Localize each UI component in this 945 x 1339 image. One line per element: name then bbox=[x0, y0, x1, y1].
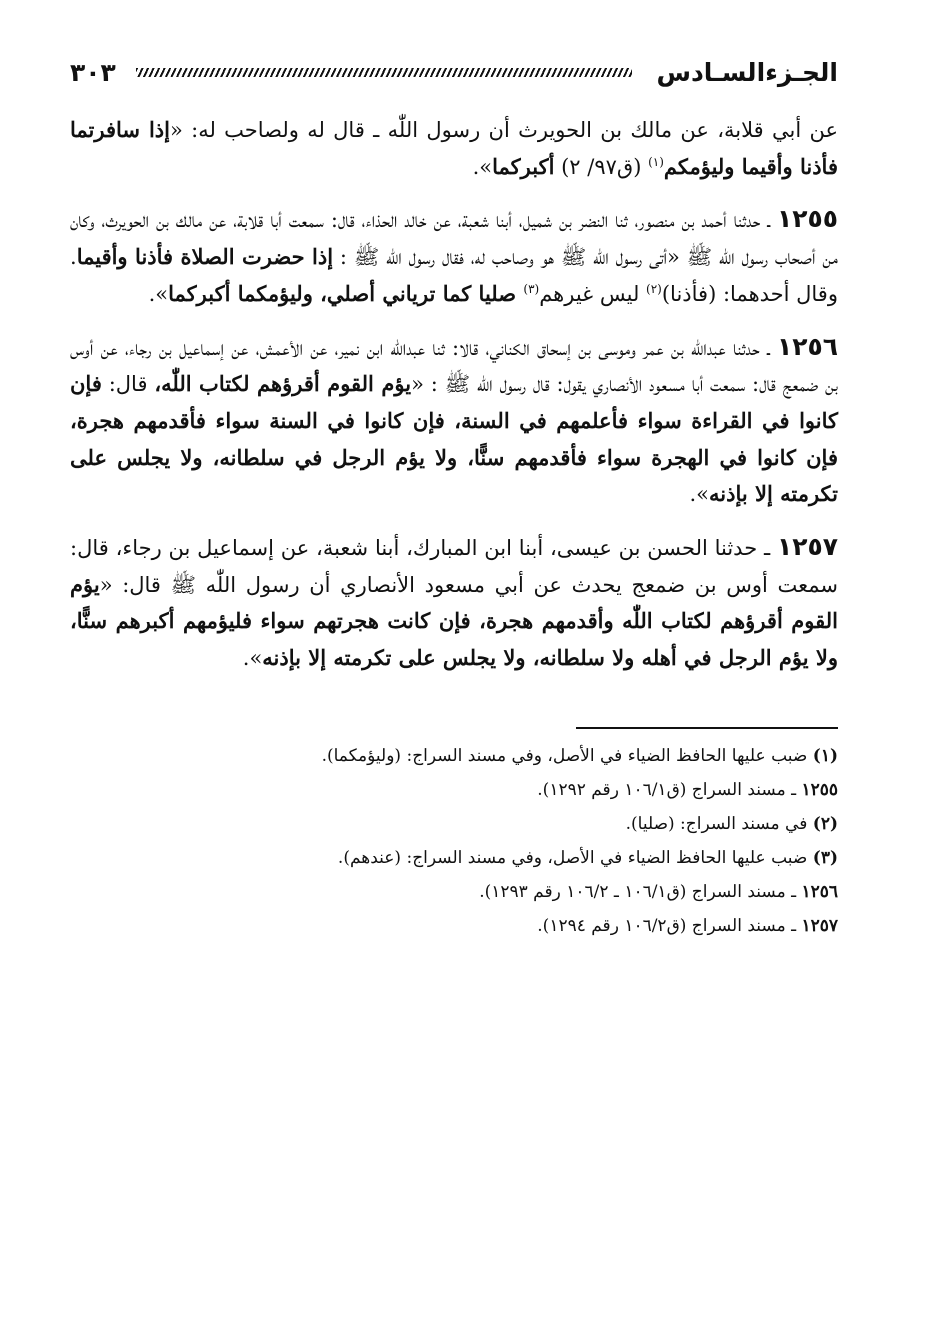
footnote-label: (٣) bbox=[812, 847, 838, 868]
footnote-item bbox=[70, 909, 838, 943]
hadith-number: ١٢٥٥ bbox=[776, 204, 838, 234]
running-head: الجـزءالسـادس bbox=[656, 57, 838, 87]
paragraph-text: قال: bbox=[101, 372, 155, 397]
hadith-text: صليا كما ترياني أصلي، وليؤمكما أكبركما bbox=[168, 280, 524, 306]
manuscript-ref: (ق٩٧/ ٢) bbox=[554, 154, 649, 179]
quote-close: ». bbox=[148, 281, 169, 306]
footnote-text: ـ مسند السراج (ق١٠٦/١ ـ ١٠٦/٢ رقم ١٢٩٣). bbox=[479, 881, 802, 902]
footnote-label: ١٢٥٥ bbox=[801, 779, 838, 800]
footnote-item bbox=[70, 773, 838, 807]
footnote-text: ضبب عليها الحافظ الضياء في الأصل، وفي مسند السراج: (عندهم). bbox=[337, 847, 813, 868]
hadith-text: إذا حضرت الصلاة فأذنا وأقيما bbox=[76, 244, 334, 270]
book-page bbox=[70, 50, 838, 1320]
footnotes bbox=[70, 739, 838, 943]
hadith-text: فإن كانوا في القراءة سواء فأعلمهم في السنة، فإن كانوا في السنة سواء فأقدمهم هجرة، فإن كانوا في الهجرة سواء فأقدمهم سنًّا، ولا يؤم الرجل في سلطانه، ولا يجلس على تكرمته إلا بإذنه bbox=[70, 371, 838, 507]
paragraph-text: ـ حدثنا أحمد بن منصور، ثنا النضر بن شميل، أبنا شعبة، عن خالد الحذاء، قال: سمعت أبا قلابة، عن مالك بن الحويرث، وكان من أصحاب رسول اللّٰه ﷺ «أتى رسول اللّٰه ﷺ هو وصاحب له، فقال رسول اللّٰه ﷺ : bbox=[70, 208, 838, 270]
footnote-text: ـ مسند السراج (ق١٠٦/٢ رقم ١٢٩٤). bbox=[537, 915, 802, 936]
footnote-text: ـ مسند السراج (ق١٠٦/١ رقم ١٢٩٢). bbox=[537, 779, 802, 800]
footnote-ref: (٢) bbox=[646, 281, 662, 296]
footnote-label: ١٢٥٦ bbox=[801, 881, 838, 902]
footnote-label: (٢) bbox=[812, 813, 838, 834]
paragraph-continuation bbox=[70, 112, 838, 185]
hadith-text: إذا سافرتما فأذنا وأقيما وليؤمكم bbox=[70, 117, 838, 179]
hadith-text: أكبركما bbox=[492, 153, 555, 179]
footnote-ref: (١) bbox=[648, 154, 664, 169]
footnote-text: في مسند السراج: (صليا). bbox=[625, 813, 813, 834]
page-header bbox=[70, 50, 838, 94]
paragraph-text: ليس غيرهم bbox=[539, 281, 647, 306]
paragraph-text: . وقال أحدهما: (فأذنا) bbox=[70, 245, 838, 306]
footnote-label: (١) bbox=[812, 745, 838, 766]
footnote-ref: (٣) bbox=[523, 281, 540, 296]
hadith-number: ١٢٥٦ bbox=[776, 331, 838, 361]
main-text bbox=[70, 112, 838, 677]
hadith-1255 bbox=[70, 201, 838, 312]
footnote-divider bbox=[576, 727, 838, 729]
footnote-text: ضبب عليها الحافظ الضياء في الأصل، وفي مسند السراج: (وليؤمكما). bbox=[321, 745, 813, 766]
hadith-1257 bbox=[70, 529, 838, 677]
footnote-item bbox=[70, 739, 838, 773]
paragraph-text: عن أبي قلابة، عن مالك بن الحويرث أن رسول اللّٰه ـ قال له ولصاحب له: « bbox=[169, 118, 838, 142]
quote-close: ». bbox=[689, 482, 709, 507]
footnote-item bbox=[70, 875, 838, 909]
quote-close: ». bbox=[242, 646, 263, 671]
paragraph-text: ـ حدثنا عبداللّٰه بن عمر وموسى بن إسحاق الكناني، قالا: ثنا عبداللّٰه ابن نمير، عن الأعمش، عن إسماعيل بن رجاء، عن أوس بن ضمعج قال: سمعت أبا مسعود الأنصاري يقول: قال رسول اللّٰه ﷺ : « bbox=[70, 335, 838, 397]
quote-close: ». bbox=[472, 154, 493, 179]
hadith-number: ١٢٥٧ bbox=[776, 532, 838, 562]
footnote-item bbox=[70, 841, 838, 875]
hadith-text: يؤم القوم أقرؤهم لكتاب اللّٰه وأقدمهم هجرة، فإن كانت هجرتهم سواء فليؤمهم أكبرهم سنًّا، ولا يؤم الرجل في أهله ولا سلطانه، ولا يجلس على تكرمته إلا بإذنه bbox=[70, 571, 838, 671]
paragraph-text: ـ حدثنا الحسن بن عيسى، أبنا ابن المبارك، أبنا شعبة، عن إسماعيل بن رجاء، قال: سمعت أوس بن ضمعج يحدث عن أبي مسعود الأنصاري أن رسول اللّٰه ﷺ قال: « bbox=[70, 536, 838, 597]
hadith-1256 bbox=[70, 329, 838, 514]
footnote-label: ١٢٥٧ bbox=[801, 915, 838, 936]
header-rule bbox=[136, 68, 633, 77]
footnote-item bbox=[70, 807, 838, 841]
hadith-text: يؤم القوم أقرؤهم لكتاب اللّٰه، bbox=[154, 371, 412, 397]
page-number: ٣٠٣ bbox=[70, 57, 116, 87]
